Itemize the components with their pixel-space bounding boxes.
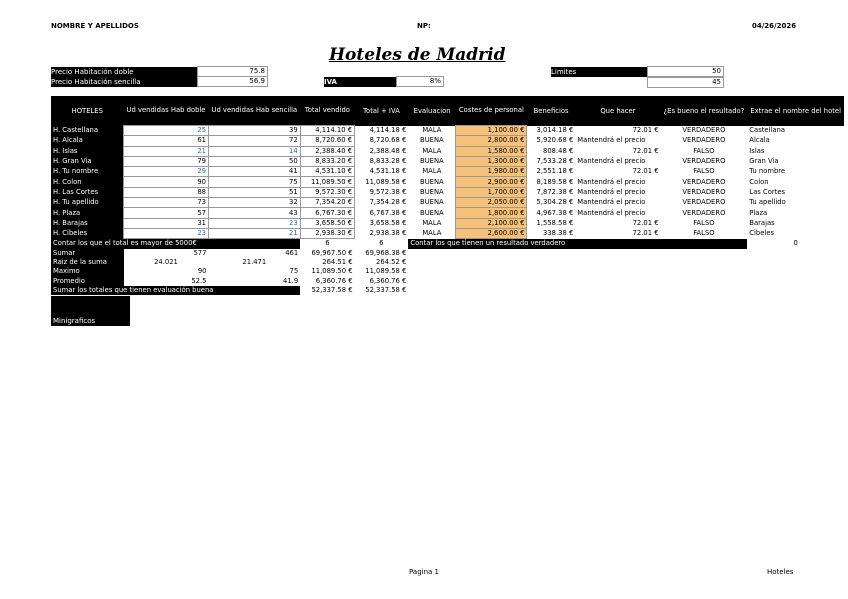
que-hacer-cell: Mantendrá el precio (577, 208, 646, 217)
footer-sheet: Hoteles (767, 568, 794, 576)
que-hacer-cell: 72.01 € (632, 218, 659, 227)
total-iva-cell: 2,938.38 € (369, 229, 407, 238)
total-vendido-cell: 8,720.60 € (300, 136, 354, 146)
es-bueno-cell: VERDADERO (682, 187, 726, 196)
total-iva-cell: 3,658.58 € (369, 218, 407, 227)
maximo-total: 11,089.50 € (311, 267, 353, 276)
ud-sencilla-cell[interactable]: 23 (208, 218, 300, 228)
es-bueno-cell: VERDADERO (682, 126, 726, 135)
col-total-vendido: Total vendido (300, 96, 354, 126)
hotel-name: H. Castellana (51, 126, 124, 136)
table-row (51, 228, 848, 238)
extrae-cell: Cibeles (749, 229, 775, 238)
hotel-name: H. Las Cortes (51, 187, 124, 197)
maximo-label: Maximo (51, 267, 124, 276)
total-iva-cell: 7,354.28 € (369, 198, 407, 207)
ud-sencilla-cell[interactable]: 39 (208, 126, 300, 136)
label-iva: IVA (324, 77, 396, 87)
sumar-buena-total: 52,337.58 € (311, 285, 353, 294)
ud-doble-cell[interactable]: 25 (124, 126, 209, 136)
ud-doble-cell[interactable]: 29 (124, 167, 209, 177)
row-sumar (51, 249, 848, 258)
extrae-cell: Plaza (749, 208, 768, 217)
total-iva-cell: 2,388.48 € (369, 146, 407, 155)
que-hacer-cell: 72.01 € (632, 146, 659, 155)
evaluacion-cell: BUENA (420, 177, 444, 186)
ud-doble-cell[interactable]: 79 (124, 156, 209, 166)
ud-sencilla-cell[interactable]: 21 (208, 228, 300, 238)
row-promedio (51, 276, 848, 285)
evaluacion-cell: MALA (422, 146, 442, 155)
total-vendido-cell: 2,388.40 € (300, 146, 354, 156)
sumar-buena-label: Sumar los totales que tienen evaluación buena (51, 286, 300, 295)
beneficios-cell: 1,558.58 € (536, 218, 574, 227)
es-bueno-cell: FALSO (693, 229, 715, 238)
beneficios-cell: 5,304.28 € (536, 198, 574, 207)
sumar-label: Sumar (51, 249, 124, 258)
costes-cell: 1,980.00 € (456, 167, 527, 177)
que-hacer-cell: 72.01 € (632, 167, 659, 176)
hotel-name: H. Alcala (51, 136, 124, 146)
evaluacion-cell: BUENA (420, 198, 444, 207)
que-hacer-cell: Mantendrá el precio (577, 187, 646, 196)
table-row (51, 187, 848, 197)
col-costes: Costes de personal (456, 96, 527, 126)
promedio-label: Promedio (51, 276, 124, 285)
hotel-name: H. Plaza (51, 208, 124, 218)
total-iva-cell: 8,720.68 € (369, 136, 407, 145)
table-row (51, 218, 848, 228)
ud-doble-cell[interactable]: 21 (124, 146, 209, 156)
beneficios-cell: 2,551.18 € (536, 167, 574, 176)
label-precio-sencilla: Precio Habitación sencilla (51, 77, 197, 87)
contar-iva: 6 (379, 239, 384, 248)
ud-sencilla-cell[interactable]: 14 (208, 146, 300, 156)
input-limite-1[interactable]: 50 (647, 66, 724, 77)
costes-cell: 2,100.00 € (456, 218, 527, 228)
beneficios-cell: 808.48 € (543, 146, 574, 155)
maximo-sencilla: 75 (289, 267, 299, 276)
es-bueno-cell: FALSO (693, 218, 715, 227)
col-ud-doble: Ud vendidas Hab doble (124, 96, 209, 126)
col-hoteles: HOTELES (51, 96, 124, 126)
ud-sencilla-cell[interactable]: 51 (208, 187, 300, 197)
label-limites: Limites (551, 67, 647, 77)
beneficios-cell: 8,189.58 € (536, 177, 574, 186)
ud-doble-cell[interactable]: 31 (124, 218, 209, 228)
table-row (51, 167, 848, 177)
costes-cell: 2,900.00 € (456, 177, 527, 187)
header-row (51, 96, 848, 126)
row-raiz (51, 258, 848, 267)
total-iva-cell: 11,089.58 € (365, 177, 407, 186)
costes-cell: 1,800.00 € (456, 208, 527, 218)
total-iva-cell: 4,531.18 € (369, 167, 407, 176)
costes-cell: 1,580.00 € (456, 146, 527, 156)
header-name: NOMBRE Y APELLIDOS (51, 22, 139, 30)
row-contar (51, 239, 848, 249)
costes-cell: 1,300.00 € (456, 156, 527, 166)
total-vendido-cell: 4,114.10 € (300, 126, 354, 136)
hotel-name: H. Barajas (51, 218, 124, 228)
total-iva-cell: 9,572.38 € (369, 187, 407, 196)
raiz-label: Raiz de la suma (51, 258, 124, 267)
total-vendido-cell: 3,658.50 € (300, 218, 354, 228)
row-sumar-buena (51, 286, 848, 295)
que-hacer-cell: Mantendrá el precio (577, 198, 646, 207)
extrae-cell: Castellana (749, 126, 786, 135)
que-hacer-cell: Mantendrá el precio (577, 177, 646, 186)
sumar-sencilla: 461 (285, 248, 299, 257)
beneficios-cell: 338.38 € (543, 229, 574, 238)
ud-doble-cell[interactable]: 88 (124, 187, 209, 197)
maximo-doble: 90 (197, 267, 207, 276)
promedio-iva: 6,360.76 € (369, 276, 407, 285)
extrae-cell: Las Cortes (749, 187, 786, 196)
total-vendido-cell: 7,354.20 € (300, 198, 354, 208)
extrae-cell: Tu nombre (749, 167, 786, 176)
evaluacion-cell: BUENA (420, 208, 444, 217)
table-row (51, 126, 848, 136)
contar-total: 6 (325, 239, 330, 248)
total-vendido-cell: 8,833.20 € (300, 156, 354, 166)
hotel-name: H. Tu apellido (51, 198, 124, 208)
hotels-table (51, 96, 848, 295)
total-iva-cell: 6,767.38 € (369, 208, 407, 217)
promedio-total: 6,360.76 € (315, 276, 353, 285)
es-bueno-cell: VERDADERO (682, 208, 726, 217)
col-que-hacer: Que hacer (575, 96, 660, 126)
que-hacer-cell: 72.01 € (632, 229, 659, 238)
evaluacion-cell: MALA (422, 218, 442, 227)
beneficios-cell: 3,014.18 € (536, 126, 574, 135)
total-vendido-cell: 11,089.50 € (300, 177, 354, 187)
promedio-doble: 52.5 (191, 276, 207, 285)
evaluacion-cell: MALA (422, 126, 442, 135)
header-np: NP: (417, 22, 431, 30)
raiz-iva: 264.52 € (376, 258, 407, 266)
header-date: 04/26/2026 (752, 22, 797, 30)
sumar-doble: 577 (193, 248, 207, 257)
evaluacion-cell: BUENA (420, 157, 444, 166)
hotel-name: H. Cibeles (51, 228, 124, 238)
contar-verdadero-label: Contar los que tienen un resultado verdadero (408, 239, 747, 249)
ud-sencilla-cell[interactable]: 41 (208, 167, 300, 177)
ud-doble-cell[interactable]: 90 (124, 177, 209, 187)
evaluacion-cell: MALA (422, 229, 442, 238)
input-iva[interactable]: 8% (396, 76, 444, 87)
es-bueno-cell: FALSO (693, 167, 715, 176)
minigraficos-block (51, 296, 130, 326)
es-bueno-cell: VERDADERO (682, 136, 726, 145)
sumar-buena-iva: 52,337.58 € (365, 285, 407, 294)
col-extrae: Extrae el nombre del hotel (747, 96, 844, 126)
input-precio-sencilla[interactable]: 56.9 (197, 76, 268, 87)
input-limite-2[interactable]: 45 (647, 77, 724, 88)
hotel-name: H. Islas (51, 146, 124, 156)
costes-cell: 2,600.00 € (456, 228, 527, 238)
extrae-cell: Colon (749, 177, 769, 186)
beneficios-cell: 5,920.68 € (536, 136, 574, 145)
que-hacer-cell: Mantendrá el precio (577, 157, 646, 166)
ud-sencilla-cell[interactable]: 43 (208, 208, 300, 218)
footer-page: Pagina 1 (409, 568, 439, 576)
label-precio-doble: Precio Habitación doble (51, 67, 197, 77)
table-row (51, 198, 848, 208)
costes-cell: 2,050.00 € (456, 198, 527, 208)
ud-doble-cell[interactable]: 73 (124, 198, 209, 208)
table-row (51, 136, 848, 146)
page-title: Hoteles de Madrid (329, 45, 506, 65)
es-bueno-cell: FALSO (693, 146, 715, 155)
total-vendido-cell: 2,938.30 € (300, 228, 354, 238)
evaluacion-cell: BUENA (420, 136, 444, 145)
ud-sencilla-cell[interactable]: 50 (208, 156, 300, 166)
costes-cell: 1,100.00 € (456, 126, 527, 136)
col-evaluacion: Evaluacion (408, 96, 456, 126)
total-iva-cell: 8,833.28 € (369, 157, 407, 166)
evaluacion-cell: BUENA (420, 187, 444, 196)
ud-doble-cell[interactable]: 23 (124, 228, 209, 238)
extrae-cell: Gran Via (749, 157, 779, 166)
promedio-sencilla: 41.9 (283, 276, 299, 285)
total-vendido-cell: 4,531.10 € (300, 167, 354, 177)
raiz-doble: 24.021 (154, 258, 178, 266)
sumar-iva: 69,968.38 € (365, 248, 407, 257)
extrae-cell: Islas (749, 146, 765, 155)
maximo-iva: 11,089.58 € (365, 267, 407, 276)
col-ud-sencilla: Ud vendidas Hab sencilla (208, 96, 300, 126)
ud-sencilla-cell[interactable]: 72 (208, 136, 300, 146)
costes-cell: 2,800.00 € (456, 136, 527, 146)
col-total-iva: Total + IVA (355, 96, 409, 126)
evaluacion-cell: MALA (422, 167, 442, 176)
ud-doble-cell[interactable]: 61 (124, 136, 209, 146)
ud-sencilla-cell[interactable]: 75 (208, 177, 300, 187)
table-row (51, 177, 848, 187)
extrae-cell: Tu apellido (749, 198, 786, 207)
ud-doble-cell[interactable]: 57 (124, 208, 209, 218)
extrae-cell: Barajas (749, 218, 775, 227)
contar-verdadero-value: 0 (793, 239, 798, 248)
costes-cell: 1,700.00 € (456, 187, 527, 197)
beneficios-cell: 4,967.38 € (536, 208, 574, 217)
contar-label: Contar los que el total es mayor de 5000€ (51, 239, 300, 249)
hotel-name: H. Gran Via (51, 156, 124, 166)
total-vendido-cell: 9,572.30 € (300, 187, 354, 197)
que-hacer-cell: 72.01 € (632, 126, 659, 135)
table-row (51, 208, 848, 218)
hotel-name: H. Tu nombre (51, 167, 124, 177)
sumar-total: 69,967.50 € (311, 248, 353, 257)
que-hacer-cell: Mantendrá el precio (577, 136, 646, 145)
es-bueno-cell: VERDADERO (682, 198, 726, 207)
raiz-total: 264.51 € (322, 258, 353, 266)
table-row (51, 146, 848, 156)
row-maximo (51, 267, 848, 276)
input-precio-doble[interactable]: 75.8 (197, 66, 268, 77)
beneficios-cell: 7,872.38 € (536, 187, 574, 196)
col-beneficios: Beneficios (527, 96, 575, 126)
raiz-sencilla: 21.471 (242, 258, 267, 266)
total-iva-cell: 4,114.18 € (369, 126, 407, 135)
beneficios-cell: 7,533.28 € (536, 157, 574, 166)
col-es-bueno: ¿Es bueno el resultado? (661, 96, 748, 126)
extrae-cell: Alcala (749, 136, 770, 145)
ud-sencilla-cell[interactable]: 32 (208, 198, 300, 208)
es-bueno-cell: VERDADERO (682, 177, 726, 186)
table-row (51, 156, 848, 166)
hotel-name: H. Colon (51, 177, 124, 187)
minigraficos-label: Minigraficos (53, 317, 96, 325)
es-bueno-cell: VERDADERO (682, 157, 726, 166)
total-vendido-cell: 6,767.30 € (300, 208, 354, 218)
